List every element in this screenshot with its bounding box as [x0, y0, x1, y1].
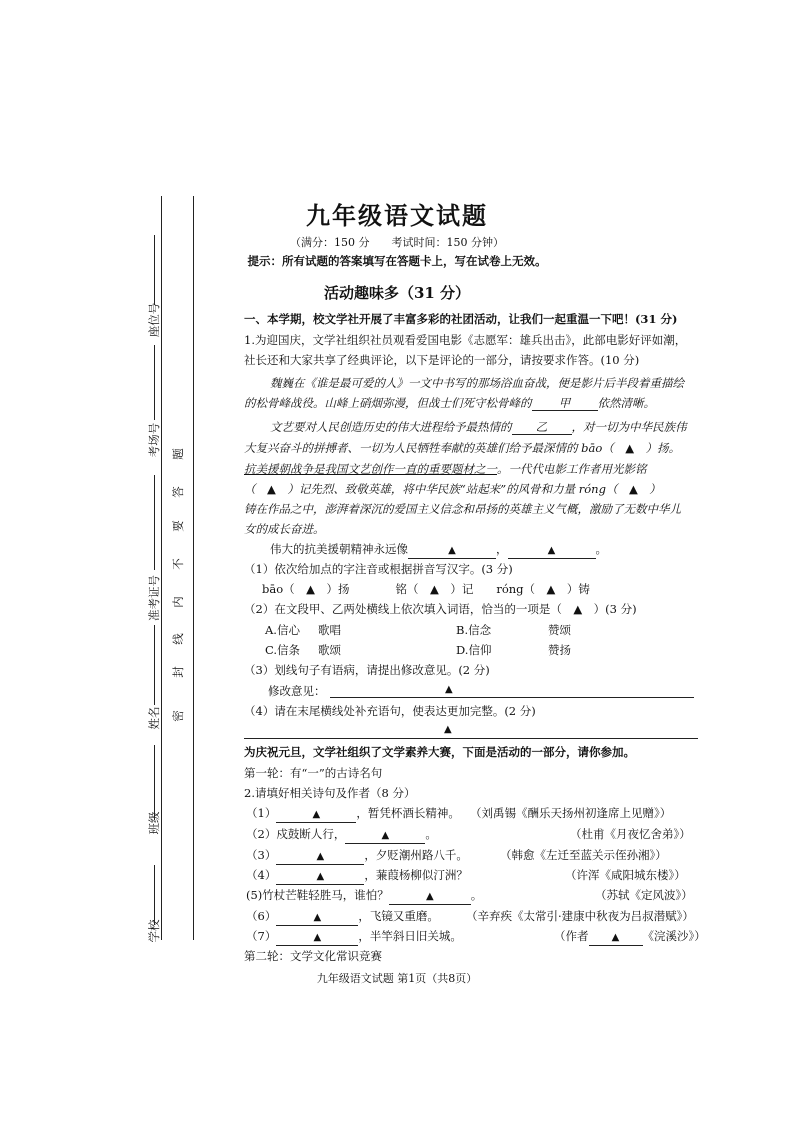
option: D.信仰: [456, 643, 492, 657]
poem-line: （7） ▲ ，半竿斜日旧关城。: [246, 929, 462, 946]
answer-blank: ▲: [276, 870, 364, 885]
poem-line: (5)竹杖芒鞋轻胜马，谁怕？ ▲ 。: [246, 888, 482, 905]
page-footer: 九年级语文试题 第1页（共8页）: [316, 972, 478, 985]
seat-number-label: 座位号: [147, 302, 161, 338]
option-value: 赞颂: [548, 623, 571, 637]
option-value: 歌唱: [318, 623, 341, 637]
answer-marker: ▲: [445, 684, 453, 695]
answer-blank: ▲: [389, 890, 471, 905]
q1-intro: 1.为迎国庆，文学社组织社员观看爱国电影《志愿军：雄兵出击》，此部电影好评如潮，: [244, 333, 687, 347]
answer-blank: ▲: [345, 829, 425, 844]
exam-meta: （满分：150 分 考试时间：150 分钟）: [290, 236, 504, 249]
q2-intro: 为庆祝元旦，文学社组织了文学素养大赛，下面是活动的一部分，请你参加。: [244, 745, 635, 759]
round-two-title: 第二轮：文学文化常识竞赛: [244, 949, 382, 963]
round-one-title: 第一轮：有“一”的古诗名句: [244, 766, 383, 780]
seal-char: 要: [171, 520, 185, 532]
seal-char: 不: [171, 558, 185, 570]
sub-question: （3）划线句子有语病，请提出修改意见。(2 分): [244, 663, 490, 677]
passage-line: 女的成长奋进。: [244, 522, 325, 536]
poem-source: （作者 ▲ 《浣溪沙》）: [554, 929, 706, 946]
passage-line: 铸在作品之中，澎湃着深沉的爱国主义信念和昂扬的英雄主义气概，激励了无数中华儿: [244, 502, 681, 516]
passage-line: （ ▲ ）记先烈、致敬英雄，将中华民族“站起来”的风骨和力量 róng（ ▲ ）: [244, 482, 661, 496]
seal-char: 密: [171, 710, 185, 722]
poem-line: （4） ▲ ，蒹葭杨柳似汀洲？: [246, 868, 468, 885]
answer-line: [244, 738, 698, 739]
answer-blank: ▲: [508, 544, 596, 559]
passage-line: 魏巍在《谁是最可爱的人》一文中书写的那场浴血奋战，便是影片后半段着重描绘: [270, 376, 684, 390]
seal-char: 内: [171, 596, 185, 608]
exam-room-label: 考场号: [147, 422, 161, 458]
passage-line: 文艺要对人民创造历史的伟大进程给予最热情的 乙 ，对一切为中华民族伟: [270, 420, 687, 434]
exam-number-field: [154, 475, 155, 570]
option: A.信心: [265, 623, 300, 637]
student-name-label: 姓名: [147, 706, 161, 730]
exam-hint: 提示：所有试题的答案填写在答题卡上，写在试卷上无效。: [247, 254, 547, 268]
sub-question: （4）请在末尾横线处补充语句，使表达更加完整。(2 分): [244, 704, 536, 718]
option-value: 歌颂: [318, 643, 341, 657]
poem-line: （6） ▲ ，飞镜又重磨。: [246, 909, 439, 926]
poem-line: （3） ▲ ，夕贬潮州路八千。: [246, 848, 468, 865]
poem-source: （许浑《咸阳城东楼》）: [565, 868, 686, 882]
blank-yi: 乙: [512, 420, 572, 435]
option-value: 赞扬: [548, 643, 571, 657]
q2-heading: 2.请填好相关诗句及作者（8 分）: [244, 786, 416, 800]
poem-source: （杜甫《月夜忆舍弟》）: [570, 827, 691, 841]
exam-room-field: [154, 345, 155, 420]
answer-marker: ▲: [444, 724, 452, 735]
passage-line: 的松骨峰战役。山峰上硝烟弥漫，但战士们死守松骨峰的 甲 依然清晰。: [244, 396, 655, 410]
seal-char: 答: [171, 486, 185, 498]
blank-jia: 甲: [532, 396, 598, 411]
option: B.信念: [456, 623, 492, 637]
poem-source: （苏轼《定风波》）: [595, 888, 693, 902]
passage-line: 抗美援朝战争是我国文艺创作一直的重要题材之一。一代代电影工作者用光影铭: [244, 462, 647, 476]
answer-blank: ▲: [589, 931, 643, 946]
exam-number-label: 准考证号: [147, 575, 161, 621]
school-label: 学校: [147, 919, 161, 943]
section-title: 活动趣味多（31 分）: [323, 284, 471, 302]
answer-blank: ▲: [276, 911, 358, 926]
option: C.信条: [265, 643, 301, 657]
answer-blank: ▲: [276, 808, 356, 823]
sub-question: （1）依次给加点的字注音或根据拼音写汉字。(3 分): [244, 562, 513, 576]
answer-blank: ▲: [408, 544, 496, 559]
binding-line-right: [193, 196, 194, 940]
page-title: 九年级语文试题: [306, 201, 488, 230]
class-field: [154, 745, 155, 820]
poem-line: （1） ▲ ，暂凭杯酒长精神。: [246, 806, 460, 823]
q1-heading: 一、本学期，校文学社开展了丰富多彩的社团活动，让我们一起重温一下吧！(31 分): [244, 312, 678, 326]
underlined-sentence: 抗美援朝战争是我国文艺创作一直的重要题材之一: [244, 462, 497, 476]
answer-blank: ▲: [276, 931, 358, 946]
sub-question-items: bāo（ ▲ ）扬 铭（ ▲ ）记 róng（ ▲ ）铸: [262, 582, 590, 596]
seal-char: 题: [171, 448, 185, 460]
revision-answer-line: [330, 697, 694, 698]
seal-char: 封: [171, 666, 185, 678]
answer-blank: ▲: [276, 850, 364, 865]
passage-line: 大复兴奋斗的拼搏者、一切为人民牺牲奉献的英雄们给予最深情的 bāo（ ▲ ）扬。: [244, 441, 681, 455]
poem-line: （2）戍鼓断人行， ▲ 。: [246, 827, 437, 844]
sub-question: （2）在文段甲、乙两处横线上依次填入词语，恰当的一项是（ ▲ ）(3 分): [244, 602, 637, 616]
revision-label: 修改意见：: [268, 684, 326, 698]
class-label: 班级: [147, 811, 161, 835]
poem-source: （辛弃疾《太常引·建康中秋夜为吕叔潜赋》）: [466, 909, 694, 923]
poem-source: （刘禹锡《酬乐天扬州初逢席上见赠》）: [470, 806, 672, 820]
poem-source: （韩愈《左迁至蓝关示侄孙湘》）: [500, 848, 667, 862]
passage-line: 伟大的抗美援朝精神永远像 ▲ ， ▲ 。: [270, 542, 607, 559]
school-field: [154, 865, 155, 925]
student-name-field: [154, 625, 155, 705]
q1-intro: 社长还和大家共享了经典评论，以下是评论的一部分，请按要求作答。(10 分): [244, 353, 640, 367]
seal-char: 线: [171, 633, 185, 645]
